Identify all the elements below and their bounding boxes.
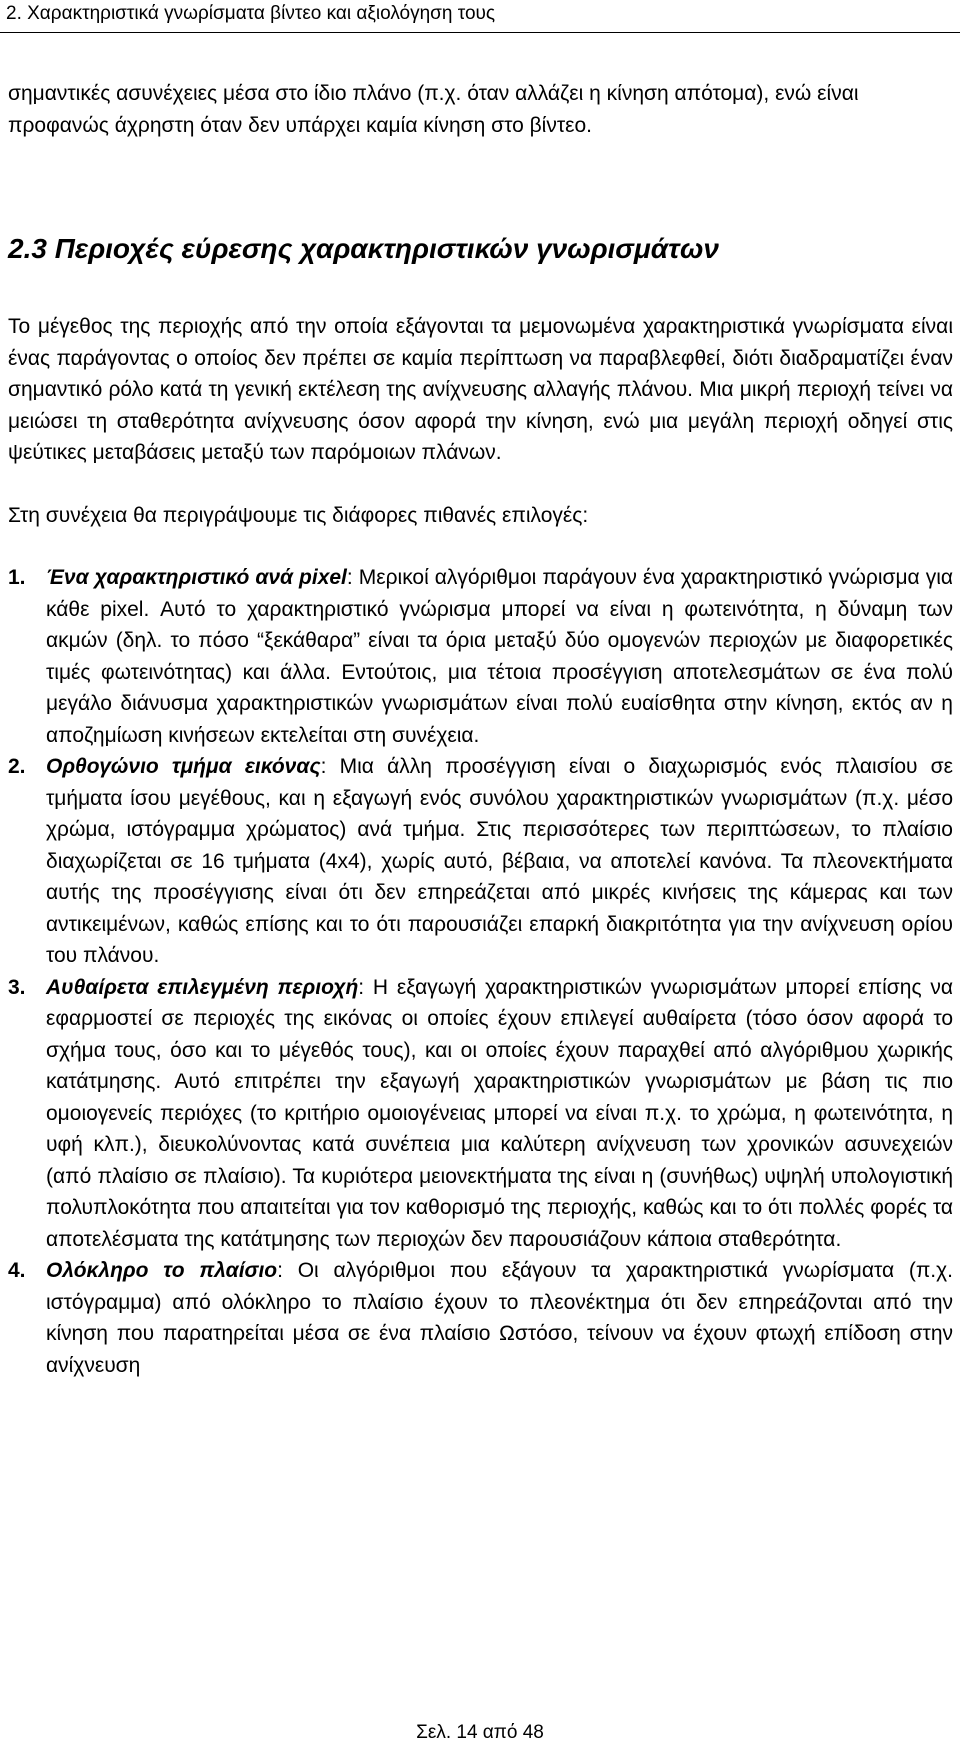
list-item-term: Ορθογώνιο τμήμα εικόνας [46, 755, 321, 778]
section-paragraph-1: Το μέγεθος της περιοχής από την οποία εξάγονται τα μεμονωμένα χαρακτηριστικά γνωρίσματα είναι ένας παράγοντας ο οποίος δεν πρέπει σε καμία περίπτωση να παραβλεφθεί, διότι διαδραματίζει έναν σημαντικό ρόλο κατά τη γενική εκτέλεση της ανίχνευσης αλλαγής πλάνου. Μια μικρή περιοχή τείνει να μειώσει τη σταθερότητα ανίχνευσης όσον αφορά την κίνηση, ενώ μια μεγάλη περιοχή οδηγεί στις ψεύτικες μεταβάσεις μεταξύ των παρόμοιων πλάνων. [8, 315, 953, 464]
page-number-footer: Σελ. 14 από 48 [416, 1722, 544, 1743]
intro-paragraph: σημαντικές ασυνέχειες μέσα στο ίδιο πλάνο (π.χ. όταν αλλάζει η κίνηση απότομα), ενώ είναι προφανώς άχρηστη όταν δεν υπάρχει καμία κίνηση στο βίντεο. [8, 82, 859, 137]
list-item-text: Η εξαγωγή χαρακτηριστικών γνωρισμάτων μπορεί επίσης να εφαρμοστεί σε περιοχές της εικόνας οι οποίες έχουν επιλεγεί αυθαίρετα (τόσο όσον αφορά το σχήμα τους, όσο και το μέγεθός τους), και οι οποίες έχουν παραχθεί από αλγόριθμου χωρικής κατάτμησης. Αυτό επιτρέπει την εξαγωγή χαρακτηριστικών γνωρισμάτων με βάση τις πιο ομοιογενείς περιόχες (το κριτήριο ομοιογένειας μπορεί να είναι π.χ. το χρώμα, η φωτεινότητα, η υφή κλπ.), διευκολύνοντας κατά συνέπεια μια καλύτερη ανίχνευση των χρονικών ασυνεχειών (από πλαίσιο σε πλαίσιο). Τα κυριότερα μειονεκτήματα της είναι η (συνήθως) υψηλή υπολογιστική πολυπλοκότητα που απαιτείται για τον καθορισμό της περιοχής, καθώς και το ότι πολλές φορές τα αποτελέσματα της κατάτμησης των περιοχών δεν παρουσιάζουν κάποια σταθερότητα. [46, 975, 953, 1251]
list-item-term: Ένα χαρακτηριστικό ανά pixel [46, 566, 347, 589]
list-item [8, 562, 953, 751]
list-item-text: Μια άλλη προσέγγιση είναι ο διαχωρισμός ενός πλαισίου σε τμήματα ίσου μεγέθους, και η εξαγωγή ενός συνόλου χαρακτηριστικών γνωρισμάτων (π.χ. μέσο χρώμα, ιστόγραμμα χρώματος) ανά τμήμα. Στις περισσότερες των περιπτώσεων, το πλαίσιο διαχωρίζεται σε 16 τμήματα (4x4), χωρίς αυτό, βέβαια, να αποτελεί κανόνα. Τα πλεονεκτήματα αυτής της προσέγγισης είναι ότι δεν επηρεάζεται από μικρές κινήσεις της κάμερας και των αντικειμένων, καθώς επίσης και το ότι παρουσιάζει επαρκή διακριτότητα για την ανίχνευση ορίου του πλάνου. [46, 755, 953, 967]
list-item-text: Μερικοί αλγόριθμοι παράγουν ένα χαρακτηριστικό γνώρισμα για κάθε pixel. Αυτό το χαρακτηριστικό γνώρισμα μπορεί να είναι η φωτεινότητα, η δύναμη των ακμών (δηλ. το πόσο “ξεκάθαρα” είναι τα όρια μεταξύ δύο ομογενών περιοχών με διαφορετικές τιμές φωτεινότητας) και άλλα. Εντούτοις, μια τέτοια προσέγγιση αποτελεσμάτων σε ένα πολύ μεγάλο διάνυσμα χαρακτηριστικών γνωρισμάτων είναι πολύ ευαίσθητα στην κίνηση, εκτός αν η αποζημίωση κινήσεων εκτελείται στη συνέχεια. [46, 566, 953, 747]
list-item-term: Ολόκληρο το πλαίσιο [46, 1259, 278, 1282]
list-item-term: Αυθαίρετα επιλεγμένη περιοχή [46, 975, 359, 999]
list-item-number: 3. [8, 975, 26, 999]
list-item-number: 4. [8, 1259, 26, 1282]
header-divider [0, 32, 960, 33]
section-paragraph-2: Στη συνέχεια θα περιγράψουμε τις διάφορες πιθανές επιλογές: [8, 503, 589, 527]
list-item-text: Οι αλγόριθμοι που εξάγουν τα χαρακτηριστικά γνωρίσματα (π.χ. ιστόγραμμα) από ολόκληρο το πλαίσιο έχουν το πλεονέκτημα ότι δεν επηρεάζονται από την κίνηση που παρατηρείται μέσα σε ένα πλαίσιο Ωστόσο, τείνουν να έχουν φτωχή επίδοση στην ανίχνευση [46, 1259, 953, 1377]
list-item [8, 751, 953, 972]
list-item-separator: : [320, 755, 327, 778]
section-title: 2.3 Περιοχές εύρεσης χαρακτηριστικών γνωρισμάτων [8, 233, 719, 264]
list-item-separator: : [358, 975, 365, 999]
intro-block [8, 78, 953, 141]
list-item-separator: : [346, 566, 353, 589]
list-item-number: 2. [8, 755, 26, 778]
options-list [8, 562, 953, 1381]
list-item [8, 972, 953, 1256]
section-body [8, 311, 953, 1381]
list-item-number: 1. [8, 566, 26, 589]
running-header: 2. Χαρακτηριστικά γνωρίσματα βίντεο και αξιολόγηση τους [6, 3, 496, 24]
list-item [8, 1255, 953, 1381]
list-item-separator: : [277, 1259, 283, 1282]
